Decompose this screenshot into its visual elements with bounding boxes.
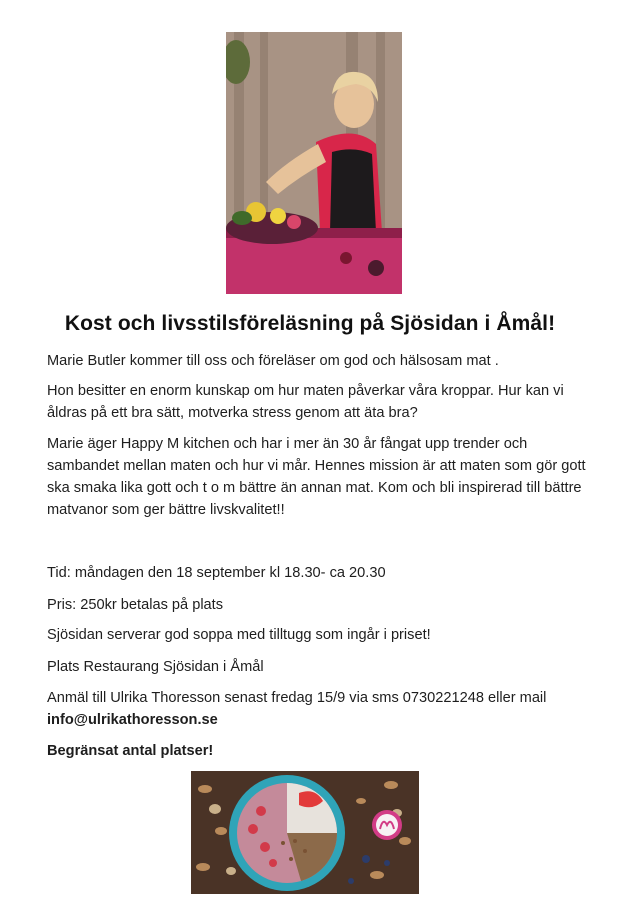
speaker-photo — [226, 32, 402, 294]
signup-block — [47, 687, 587, 731]
soup-text: Sjösidan serverar god soppa med tilltugg som ingår i priset! — [47, 627, 431, 643]
smoothie-bowl-photo — [191, 771, 419, 894]
mission-text: Marie äger Happy M kitchen och har i mer än 30 år fångat upp trender och sambandet mellan maten och hur vi mår. Hennes mission är att maten som gör gott ska smaka lika gott och t o m bättre än annan mat. Kom och bli inspirerad till bättre matvanor som ger bättre livskvalitet!! — [47, 436, 586, 518]
limited-seats-text: Begränsat antal platser! — [47, 743, 214, 759]
page-title: Kost och livsstilsföreläsning på Sjösidan i Åmål! — [64, 312, 556, 335]
price-text: Pris: 250kr betalas på plats — [47, 597, 224, 613]
time-text: Tid: måndagen den 18 september kl 18.30- ca 20.30 — [47, 565, 386, 581]
place-text: Plats Restaurang Sjösidan i Åmål — [47, 659, 264, 675]
signup-text: Anmäl till Ulrika Thoresson senast fredag 15/9 via sms 0730221248 eller mail — [47, 690, 547, 706]
email-link[interactable]: info@ulrikathoresson.se — [47, 712, 218, 728]
intro-text: Marie Butler kommer till oss och föreläser om god och hälsosam mat . — [47, 353, 499, 369]
knowledge-text: Hon besitter en enorm kunskap om hur maten påverkar våra kroppar. Hur kan vi åldras på ett bra sätt, motverka stress genom att äta bra? — [47, 383, 564, 421]
